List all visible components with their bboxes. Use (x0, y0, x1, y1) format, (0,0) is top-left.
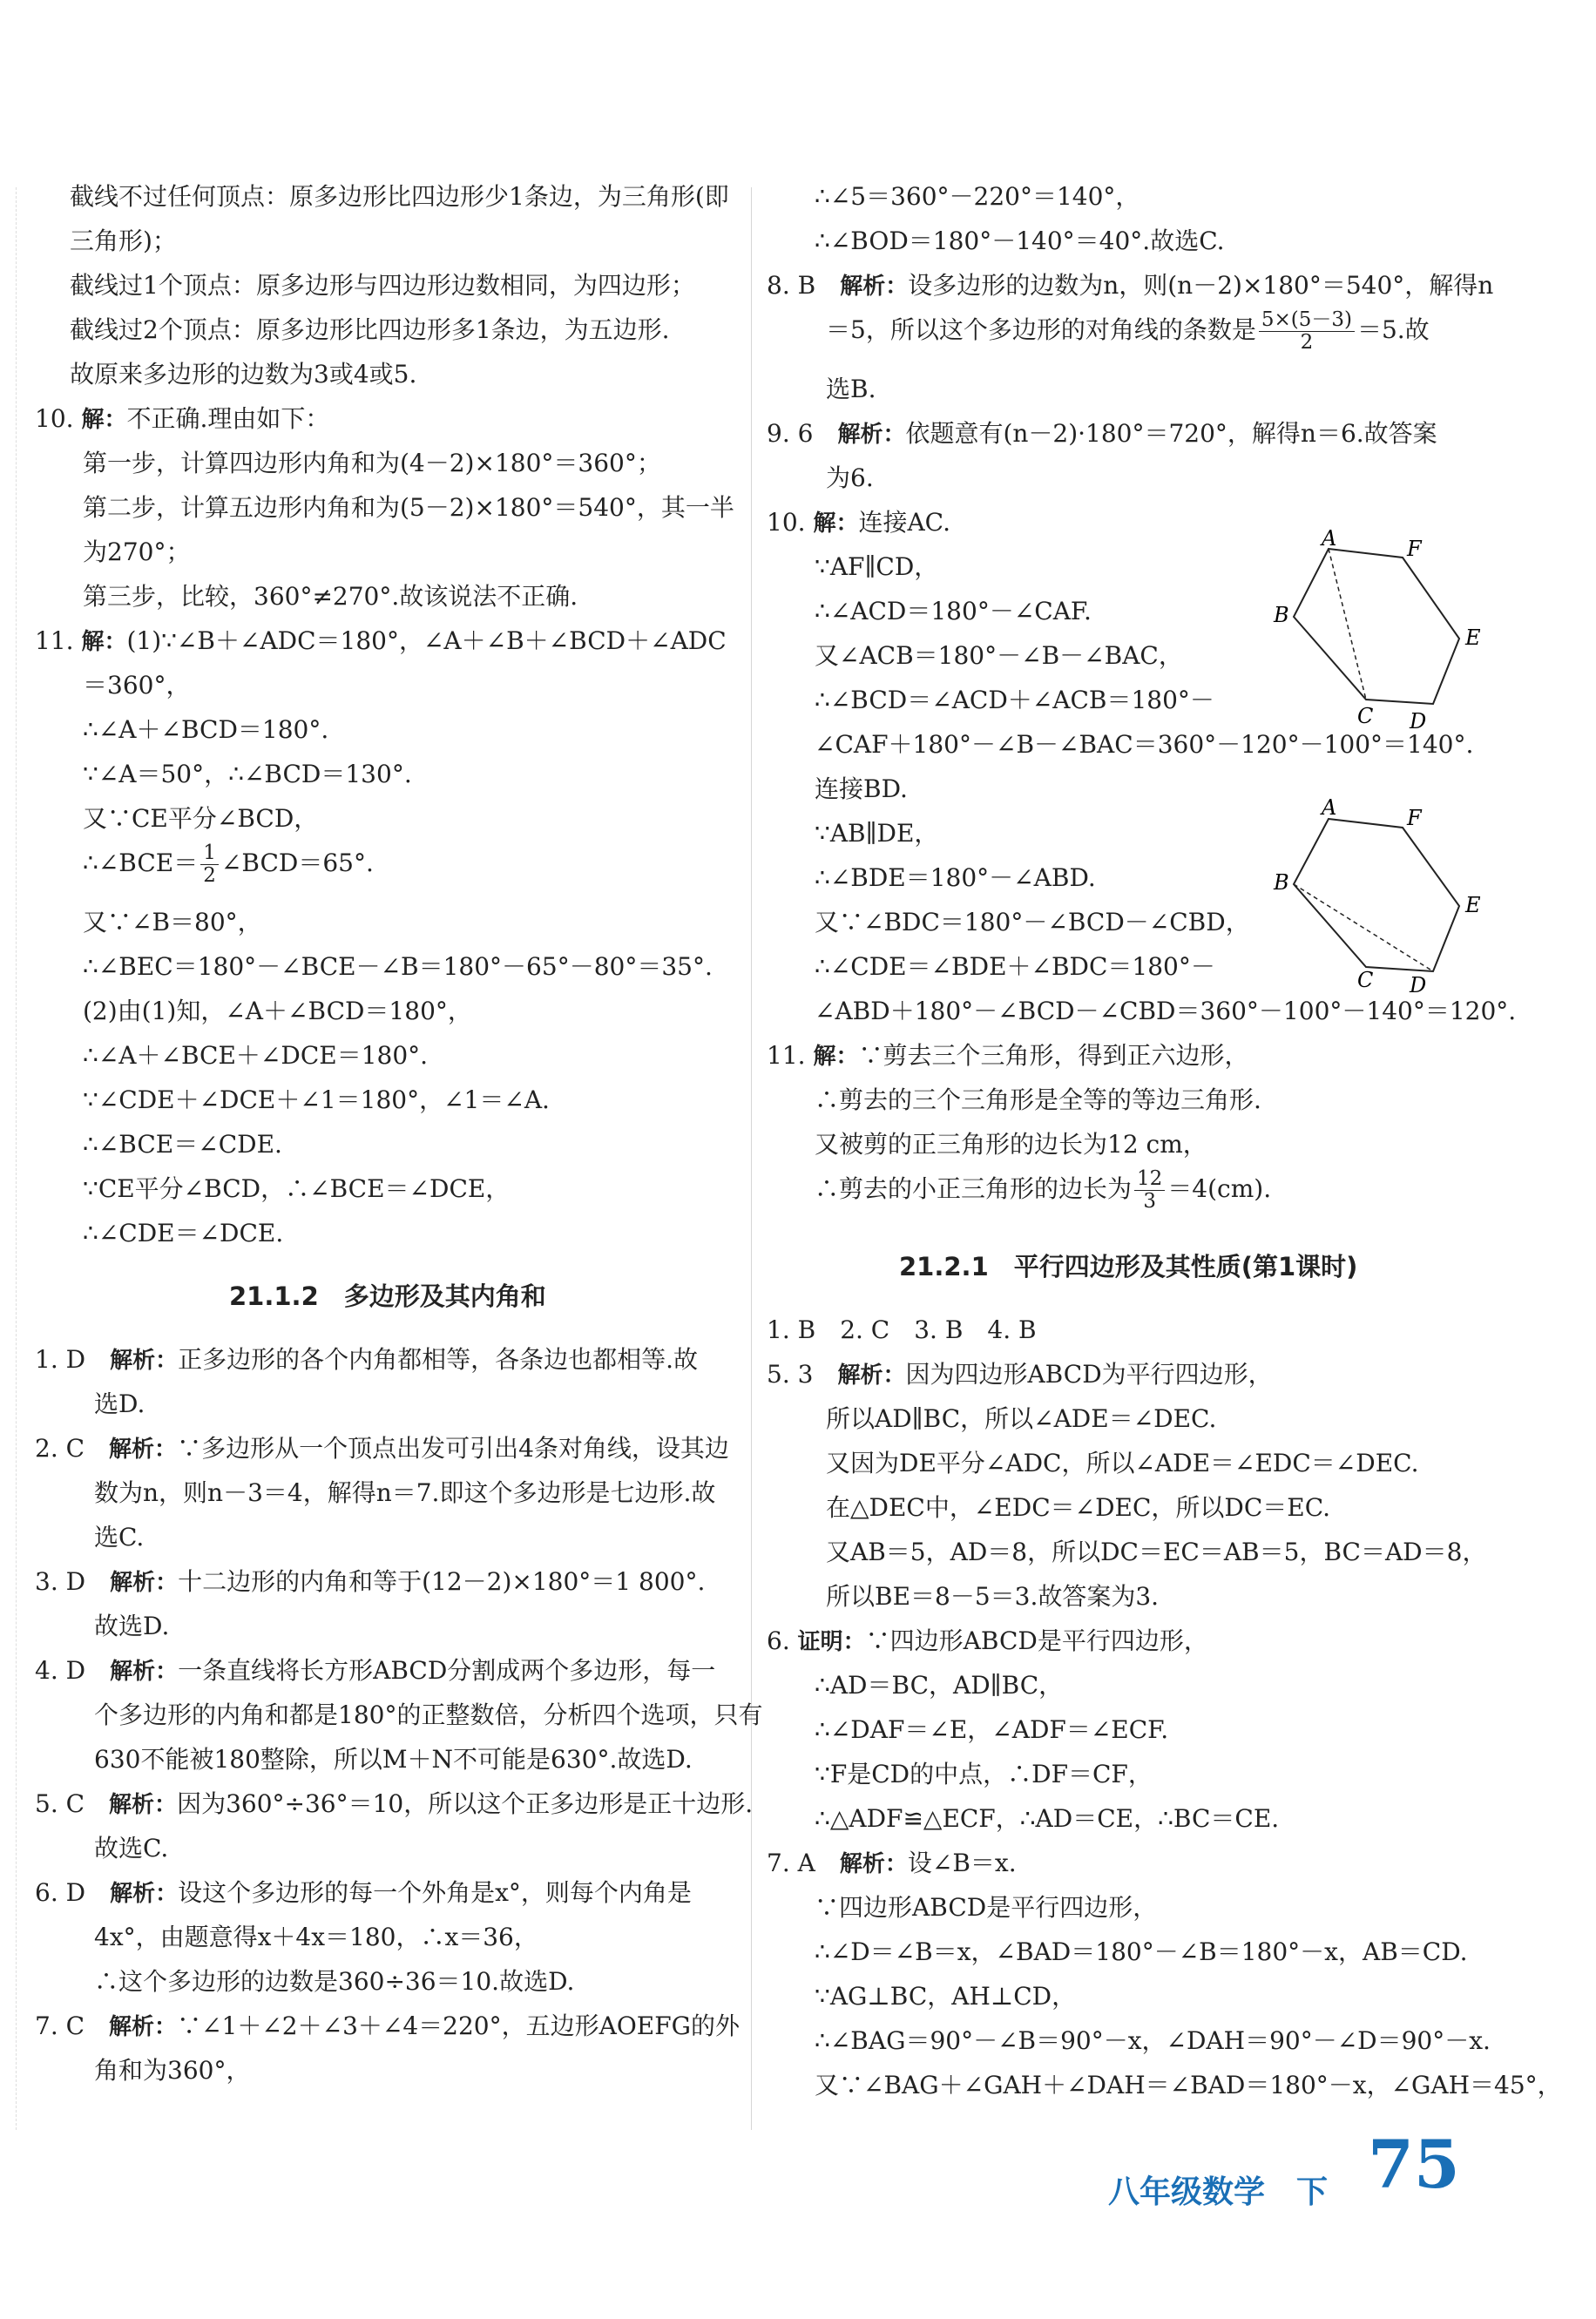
answer-line (35, 796, 318, 841)
line-text: ∵F是CD的中点，∴DF＝CF， (815, 1760, 1153, 1788)
line-text: ∠CAF＋180°－∠B－∠BAC＝360°－120°－100°＝140°. (815, 730, 1474, 759)
answer-line (35, 944, 713, 989)
answer-line (767, 678, 1214, 722)
line-text: 第一步，计算四边形内角和为(4－2)×180°＝360°； (83, 449, 661, 477)
item-number: 7. A (767, 1849, 840, 1877)
line-text: 所以BE＝8－5＝3.故答案为3. (826, 1582, 1160, 1611)
line-text: 又被剪的正三角形的边长为12 cm， (815, 1130, 1207, 1159)
pentagon-figure-2 (1263, 797, 1498, 1006)
line-text: 又∠ACB＝180°－∠B－∠BAC， (815, 641, 1183, 670)
answer-line (35, 219, 177, 263)
answer-keyword: 解： (81, 629, 127, 655)
line-text: ∴∠5＝360°－220°＝140°， (815, 182, 1140, 211)
line-text: ∵∠1＋∠2＋∠3＋∠4＝220°，五边形AOEFG的外 (177, 2011, 741, 2040)
item-number: 9. 6 (767, 419, 838, 448)
item-number: 5. C (35, 1789, 110, 1818)
line-text: ∴∠CDE＝∠BDE＋∠BDC＝180°－ (815, 952, 1215, 981)
section-heading: 21.1.2 多边形及其内角和 (229, 1281, 546, 1311)
answer-line (35, 396, 329, 443)
answer-line (35, 530, 190, 574)
line-text: ∴剪去的三个三角形是全等的等边三角形. (815, 1085, 1261, 1114)
answer-line (35, 352, 416, 396)
answer-line (767, 174, 1140, 219)
item-number: 5. 3 (767, 1360, 838, 1389)
pentagon-outline (1294, 819, 1459, 971)
label-c: C (1357, 704, 1374, 728)
line-text: 连接BD. (815, 774, 908, 803)
line-text: ∴∠BCE＝∠CDE. (83, 1130, 282, 1159)
line-text: 选D. (94, 1389, 145, 1418)
line-text: 选C. (94, 1523, 145, 1552)
answer-line (767, 500, 950, 546)
item-number: 2. C (35, 1434, 110, 1463)
line-text: 故原来多边形的边数为3或4或5. (70, 360, 417, 389)
answer-line (35, 1648, 715, 1694)
label-e: E (1465, 893, 1481, 917)
footer-grade-label: 八年级数学 下 (1108, 2174, 1329, 2210)
line-text: 截线过1个顶点：原多边形与四边形边数相同，为四边形； (70, 271, 695, 300)
answer-line (767, 544, 938, 589)
line-text: ∴∠A＋∠BCE＋∠DCE＝180°. (83, 1041, 429, 1070)
answer-line (35, 1426, 729, 1472)
answer-keyword: 解： (813, 1044, 859, 1070)
answer-line (767, 308, 1430, 354)
line-text: 设∠B＝x. (907, 1849, 1017, 1877)
line-text: ∵CE平分∠BCD，∴∠BCE＝∠DCE， (83, 1174, 511, 1203)
line-text: 所以AD∥BC，所以∠ADE＝∠DEC. (826, 1404, 1217, 1433)
answer-line (35, 1211, 283, 1255)
answer-line (767, 219, 1225, 263)
answer-keyword: 解： (81, 407, 127, 433)
answer-line (35, 1782, 753, 1828)
line-text: ∴∠ACD＝180°－∠CAF. (815, 597, 1092, 625)
line-text: ∵四边形ABCD是平行四边形， (815, 1893, 1158, 1922)
answer-line (767, 767, 908, 811)
section-heading: 21.2.1 平行四边形及其性质(第1课时) (899, 1252, 1358, 1281)
answer-line (767, 1974, 1076, 2018)
answer-line (767, 1707, 1168, 1752)
fraction-numerator: 1 (200, 842, 219, 865)
answer-line (767, 1352, 1273, 1398)
answer-line (767, 944, 1215, 989)
answer-keyword: 解析： (840, 274, 909, 300)
answer-line (35, 174, 729, 219)
answer-line (767, 1166, 1271, 1213)
line-text: ∴∠DAF＝∠E，∠ADF＝∠ECF. (815, 1715, 1169, 1744)
pentagon-figure-1 (1263, 530, 1498, 739)
answer-line (35, 2048, 250, 2093)
label-c: C (1357, 968, 1374, 992)
line-text: 设这个多边形的每一个外角是x°，则每个内角是 (178, 1878, 692, 1907)
line-text: ∴∠A＋∠BCD＝180°. (83, 715, 329, 744)
line-text: 故选D. (94, 1612, 170, 1640)
answer-line (767, 811, 938, 855)
line-text: (1)∵∠B＋∠ADC＝180°，∠A＋∠B＋∠BCD＋∠ADC (126, 626, 727, 655)
line-text: ∴剪去的小正三角形的边长为 (815, 1174, 1133, 1203)
label-b: B (1274, 870, 1289, 895)
line-text: 又因为DE平分∠ADC，所以∠ADE＝∠EDC＝∠DEC. (826, 1449, 1419, 1477)
pentagon-outline (1294, 549, 1459, 704)
fraction (200, 842, 219, 887)
line-text: 4x°，由题意得x＋4x＝180，∴x＝36， (94, 1923, 538, 1951)
line-text: 又∵∠B＝80°， (83, 908, 262, 936)
line-text: ∵四边形ABCD是平行四边形， (865, 1626, 1208, 1655)
answer-line (767, 900, 1250, 944)
answer-line (35, 1870, 692, 1917)
label-e: E (1465, 625, 1481, 650)
line-text: 第三步，比较，360°≠270°.故该说法不正确. (83, 582, 578, 611)
answer-keyword: 解析： (839, 1851, 908, 1877)
line-text: 因为四边形ABCD为平行四边形， (905, 1360, 1273, 1389)
answer-line (35, 485, 734, 530)
answer-line (35, 1604, 169, 1648)
answer-keyword: 证明： (797, 1629, 866, 1655)
answer-line (767, 1663, 1063, 1707)
answer-keyword: 解析： (837, 422, 906, 448)
answer-line (35, 1915, 538, 1959)
line-text: 在△DEC中，∠EDC＝∠DEC，所以DC＝EC. (826, 1493, 1331, 1522)
item-number: 1. D (35, 1345, 111, 1374)
fraction-denominator: 2 (203, 864, 216, 887)
answer-keyword: 解析： (110, 1348, 179, 1374)
answer-line (35, 989, 472, 1033)
answer-line (767, 855, 1096, 900)
line-text: ∵多边形从一个顶点出发可引出4条对角线，设其边 (177, 1434, 729, 1463)
answer-line (767, 1122, 1207, 1166)
line-text: ∴△ADF≌△ECF，∴AD＝CE，∴BC＝CE. (815, 1804, 1280, 1833)
answer-line (767, 1033, 1248, 1079)
answer-line (35, 1382, 145, 1426)
line-text: 选B. (826, 375, 876, 403)
line-text: ∴∠BCD＝∠ACD＋∠ACB＝180°－ (815, 686, 1214, 714)
answer-line (35, 441, 661, 485)
label-a: A (1322, 797, 1337, 820)
answer-line (35, 1033, 428, 1078)
answer-keyword: 解析： (109, 2014, 178, 2040)
answer-keyword: 解析： (110, 1881, 179, 1907)
line-text-after: ＝4(cm). (1167, 1174, 1272, 1203)
answer-line (35, 900, 262, 944)
answer-line (767, 367, 876, 411)
line-text: 1. B 2. C 3. B 4. B (767, 1315, 1037, 1344)
line-text: ∴∠D＝∠B＝x，∠BAD＝180°－∠B＝180°－x，AB＝CD. (815, 1937, 1468, 1966)
label-f: F (1407, 537, 1422, 561)
answer-line (35, 1471, 715, 1515)
item-number: 10. (35, 404, 82, 433)
left-margin-rule (16, 187, 17, 2130)
line-text: ∴∠BCE＝ (83, 848, 199, 877)
answer-line (35, 308, 670, 352)
answer-line (767, 589, 1092, 633)
item-number: 3. D (35, 1567, 111, 1596)
item-number: 7. C (35, 2011, 110, 2040)
answer-line (767, 1619, 1208, 1665)
label-f: F (1407, 806, 1422, 830)
answer-keyword: 解： (813, 510, 859, 537)
answer-line (767, 1485, 1330, 1530)
answer-line (35, 1078, 550, 1122)
answer-keyword: 解析： (109, 1792, 178, 1818)
answer-line (767, 2063, 1562, 2107)
answer-line (35, 707, 328, 752)
answer-line (35, 263, 695, 308)
label-a: A (1322, 530, 1337, 551)
answer-keyword: 解析： (110, 1570, 179, 1596)
answer-line (767, 456, 874, 500)
answer-line (35, 1559, 705, 1606)
line-text: 一条直线将长方形ABCD分割成两个多边形，每一 (178, 1656, 716, 1685)
answer-keyword: 解析： (109, 1437, 178, 1463)
line-text: ＝360°， (83, 671, 191, 700)
line-text: 第二步，计算五边形内角和为(5－2)×180°＝540°，其一半 (83, 493, 734, 522)
line-text: 故选C. (94, 1834, 169, 1863)
line-text: 又∵CE平分∠BCD， (83, 804, 319, 833)
fraction (1134, 1168, 1165, 1213)
answer-line (35, 1693, 762, 1737)
line-text: ∴这个多边形的边数是360÷36＝10.故选D. (94, 1967, 575, 1996)
answer-line (767, 1885, 1157, 1930)
item-number: 6. D (35, 1878, 111, 1907)
answer-line (35, 752, 412, 796)
line-text: 又AB＝5，AD＝8，所以DC＝EC＝AB＝5，BC＝AD＝8， (826, 1538, 1487, 1566)
item-number: 4. D (35, 1656, 111, 1685)
answer-line (767, 1396, 1216, 1441)
line-text: 又∵∠BAG＋∠GAH＋∠DAH＝∠BAD＝180°－x，∠GAH＝45°， (815, 2071, 1562, 2099)
item-number: 11. (35, 626, 82, 655)
answer-line (35, 663, 190, 707)
line-text: 正多边形的各个内角都相等，各条边也都相等.故 (178, 1345, 698, 1374)
fraction-numerator: 12 (1134, 1168, 1165, 1191)
answer-line (35, 574, 578, 619)
line-text: 不正确.理由如下： (126, 404, 330, 433)
line-text: 十二边形的内角和等于(12－2)×180°＝1 800°. (178, 1567, 706, 1596)
answer-line (767, 1574, 1159, 1619)
fraction-denominator: 2 (1300, 331, 1314, 354)
line-text: ∵剪去三个三角形，得到正六边形， (858, 1041, 1249, 1070)
answer-line (35, 1122, 282, 1166)
answer-line (35, 841, 374, 887)
answer-line (35, 2004, 740, 2050)
line-text: 因为360°÷36°＝10，所以这个正多边形是正十边形. (177, 1789, 754, 1818)
answer-line (767, 1841, 1017, 1887)
label-b: B (1274, 603, 1289, 627)
line-text: 截线过2个顶点：原多边形比四边形多1条边，为五边形. (70, 315, 670, 344)
line-text: ∴∠BOD＝180°－140°＝40°.故选C. (815, 226, 1225, 255)
line-text: ∴∠BAG＝90°－∠B＝90°－x，∠DAH＝90°－∠D＝90°－x. (815, 2026, 1491, 2055)
line-text: ∵AG⊥BC，AH⊥CD， (815, 1982, 1077, 2011)
answer-line (35, 1959, 574, 2004)
answer-keyword: 解析： (837, 1362, 906, 1389)
line-text: 角和为360°， (94, 2056, 251, 2085)
line-text: ∵∠A＝50°，∴∠BCD＝130°. (83, 760, 412, 788)
line-text: ∴∠BEC＝180°－∠BCE－∠B＝180°－65°－80°＝35°. (83, 952, 713, 981)
answer-line (767, 411, 1437, 457)
item-number: 11. (767, 1041, 814, 1070)
item-number: 6. (767, 1626, 798, 1655)
answer-line (35, 1515, 144, 1559)
answer-line (35, 1337, 698, 1383)
line-text-after: ∠BCD＝65°. (220, 848, 374, 877)
line-text: 为6. (826, 463, 874, 492)
line-text: ∴∠BDE＝180°－∠ABD. (815, 863, 1096, 892)
answer-line (35, 1166, 510, 1211)
answer-line (767, 1752, 1153, 1796)
line-text: 连接AC. (858, 508, 951, 537)
answer-line (767, 263, 1493, 309)
answer-line (35, 1737, 693, 1782)
line-text: 个多边形的内角和都是180°的正整数倍，分析四个选项，只有 (94, 1700, 763, 1729)
line-text: 三角形)； (70, 226, 177, 255)
line-text-after: ＝5.故 (1356, 315, 1430, 344)
page-number: 75 (1368, 2126, 1460, 2203)
line-text: 截线不过任何顶点：原多边形比四边形少1条边，为三角形(即 (70, 182, 729, 211)
line-text: 为270°； (83, 537, 191, 566)
line-text: ＝5，所以这个多边形的对角线的条数是 (826, 315, 1256, 344)
line-text: 依题意有(n－2)·180°＝720°，解得n＝6.故答案 (905, 419, 1437, 448)
line-text: ∵AF∥CD， (815, 552, 939, 581)
label-d: D (1410, 709, 1427, 734)
answer-keyword: 解析： (110, 1659, 179, 1685)
answer-line (767, 1308, 1037, 1352)
fraction-numerator: 5×(5－3) (1259, 309, 1355, 332)
answer-line (767, 1078, 1261, 1122)
line-text: ∴AD＝BC，AD∥BC， (815, 1671, 1064, 1700)
fraction (1259, 309, 1355, 354)
line-text: ∵∠CDE＋∠DCE＋∠1＝180°，∠1＝∠A. (83, 1085, 550, 1114)
answer-line (767, 2018, 1491, 2063)
answer-line (767, 1796, 1279, 1841)
line-text: ∵AB∥DE， (815, 819, 939, 848)
answer-line (767, 1930, 1468, 1974)
column-divider (751, 187, 752, 2130)
item-number: 10. (767, 508, 814, 537)
answer-line (767, 1441, 1418, 1485)
item-number: 8. B (767, 271, 841, 300)
line-text: ∠ABD＋180°－∠BCD－∠CBD＝360°－100°－140°＝120°. (815, 997, 1517, 1025)
diagonal-bd (1294, 884, 1433, 971)
answer-line (767, 633, 1183, 678)
answer-line (35, 619, 727, 665)
line-text: 设多边形的边数为n，则(n－2)×180°＝540°，解得n (908, 271, 1494, 300)
label-d: D (1410, 973, 1427, 997)
line-text: ∴∠CDE＝∠DCE. (83, 1219, 284, 1247)
fraction-denominator: 3 (1143, 1190, 1156, 1213)
line-text: 又∵∠BDC＝180°－∠BCD－∠CBD， (815, 908, 1250, 936)
answer-line (767, 1530, 1486, 1574)
line-text: 630不能被180整除，所以M＋N不可能是630°.故选D. (94, 1745, 693, 1774)
answer-line (35, 1826, 168, 1870)
line-text: (2)由(1)知，∠A＋∠BCD＝180°， (83, 997, 472, 1025)
line-text: 数为n，则n－3＝4，解得n＝7.即这个多边形是七边形.故 (94, 1478, 716, 1507)
